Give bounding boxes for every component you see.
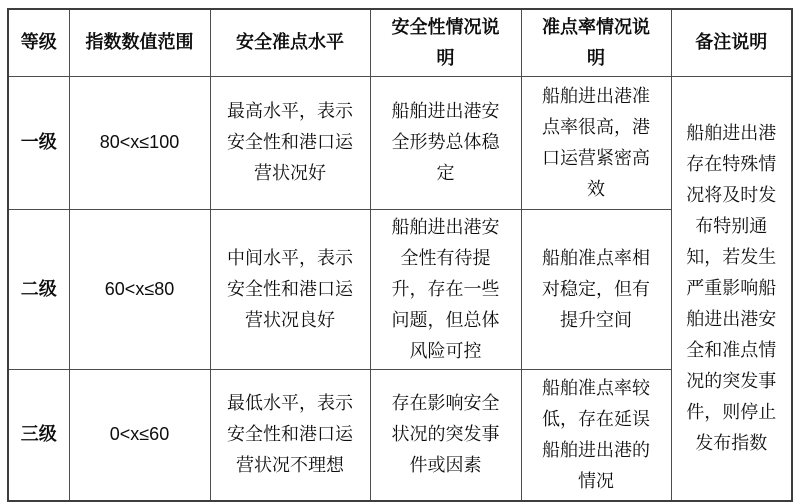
punctuality-desc-cell: 船舶进出港准点率很高，港口运营紧密高效 — [521, 76, 671, 209]
col-header-remark: 备注说明 — [671, 9, 792, 76]
level-cell: 一级 — [8, 76, 69, 209]
table-header-row — [8, 9, 792, 76]
level-desc-cell: 最低水平，表示安全性和港口运营状况不理想 — [210, 369, 370, 501]
punctuality-desc-cell: 船舶准点率相对稳定，但有提升空间 — [521, 209, 671, 369]
safety-desc-cell: 存在影响安全状况的突发事件或因素 — [370, 369, 521, 501]
remark-merged-cell: 船舶进出港存在特殊情况将及时发布特别通知，若发生严重影响船舶进出港安全和准点情况的突发事件，则停止发布指数 — [671, 76, 792, 501]
col-header-safety-punctuality-level: 安全准点水平 — [210, 9, 370, 76]
index-range-cell: 0<x≤60 — [69, 369, 210, 501]
safety-desc-cell: 船舶进出港安全性有待提升，存在一些问题，但总体风险可控 — [370, 209, 521, 369]
col-header-punctuality-situation: 准点率情况说明 — [521, 9, 671, 76]
col-header-level: 等级 — [8, 9, 69, 76]
index-range-cell: 80<x≤100 — [69, 76, 210, 209]
level-cell: 三级 — [8, 369, 69, 501]
level-cell: 二级 — [8, 209, 69, 369]
punctuality-desc-cell: 船舶准点率较低，存在延误船舶进出港的情况 — [521, 369, 671, 501]
level-desc-cell: 最高水平，表示安全性和港口运营状况好 — [210, 76, 370, 209]
safety-desc-cell: 船舶进出港安全形势总体稳定 — [370, 76, 521, 209]
col-header-index-range: 指数数值范围 — [69, 9, 210, 76]
table-row-level-1 — [8, 76, 792, 209]
level-desc-cell: 中间水平，表示安全性和港口运营状况良好 — [210, 209, 370, 369]
col-header-safety-situation: 安全性情况说明 — [370, 9, 521, 76]
index-level-table — [7, 8, 793, 502]
index-range-cell: 60<x≤80 — [69, 209, 210, 369]
